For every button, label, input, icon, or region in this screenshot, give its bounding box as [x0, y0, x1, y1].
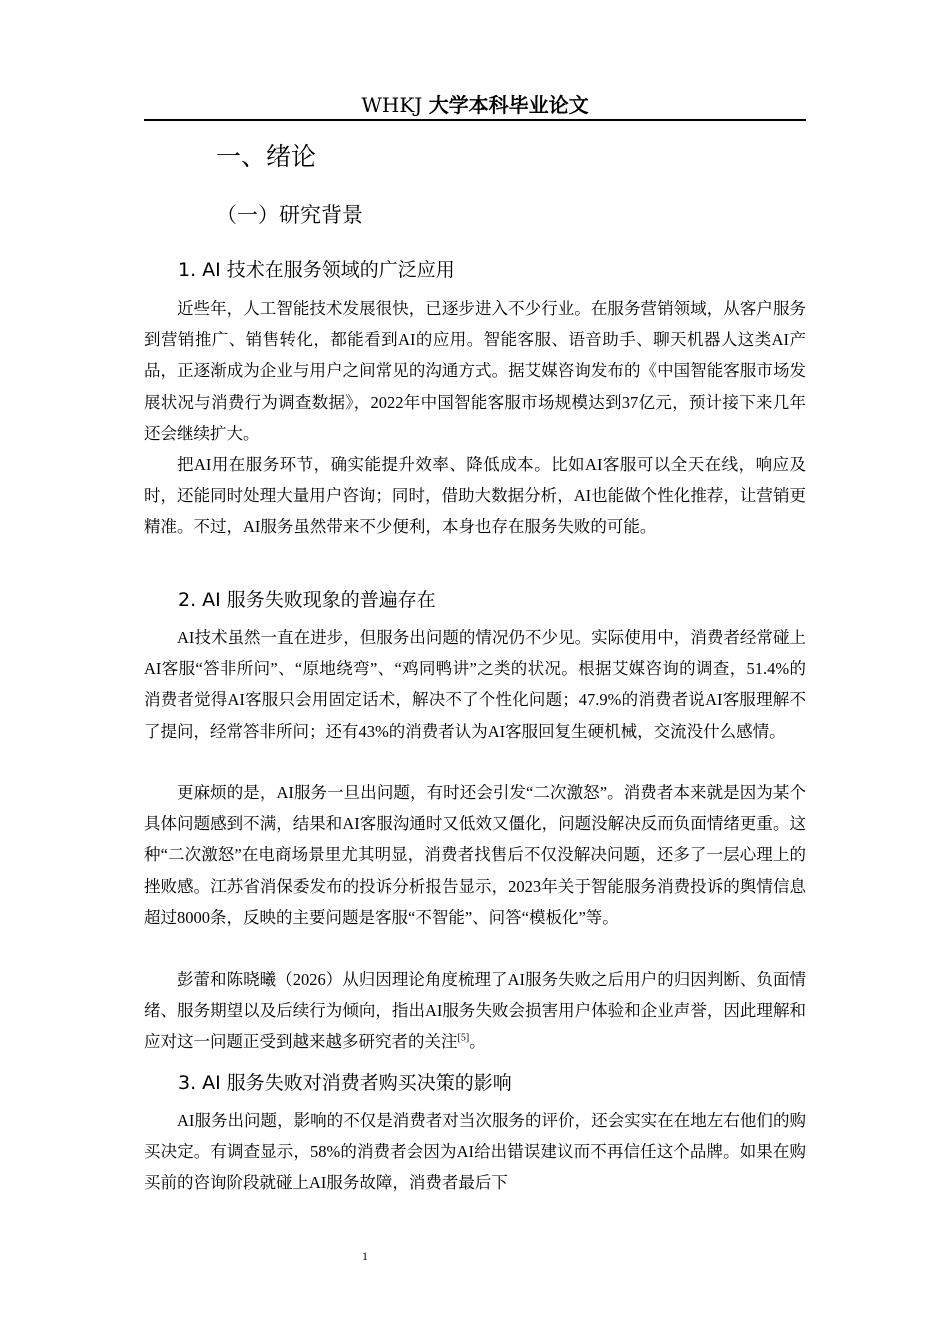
running-header — [144, 92, 806, 118]
section-title: （一）研究背景 — [216, 203, 363, 227]
subsection-heading-1: 1. AI 技术在服务领域的广泛应用 — [178, 259, 455, 281]
header-title: 大学本科毕业论文 — [428, 93, 589, 117]
paragraph: 近些年，人工智能技术发展很快，已逐步进入不少行业。在服务营销领域，从客户服务到营销推广、销售转化，都能看到AI的应用。智能客服、语音助手、聊天机器人这类AI产品，正逐渐成为企业与用户之间常见的沟通方式。据艾媒咨询发布的《中国智能客服市场发展状况与消费行为调查数据》，2022年中国智能客服市场规模达到37亿元，预计接下来几年还会继续扩大。 — [144, 299, 806, 443]
subsection-heading-2: 2. AI 服务失败现象的普遍存在 — [178, 589, 436, 611]
page-number: 1 — [362, 1249, 368, 1263]
paragraph: 更麻烦的是，AI服务一旦出问题，有时还会引发“二次激怒”。消费者本来就是因为某个具体问题感到不满，结果和AI客服沟通时又低效又僵化，问题没解决反而负面情绪更重。这种“二次激怒”在电商场景里尤其明显，消费者找售后不仅没解决问题，还多了一层心理上的挫败感。江苏省消保委发布的投诉分析报告显示，2023年关于智能服务消费投诉的舆情信息超过8000条，反映的主要问题是客服“不智能”、问答“模板化”等。 — [144, 783, 806, 927]
paragraph: 把AI用在服务环节，确实能提升效率、降低成本。比如AI客服可以全天在线，响应及时，还能同时处理大量用户咨询；同时，借助大数据分析，AI也能做个性化推荐，让营销更精准。不过，AI服务虽然带来不少便利，本身也存在服务失败的可能。 — [144, 455, 806, 537]
paragraph-text: 彭蕾和陈晓曦（2026）从归因理论角度梳理了AI服务失败之后用户的归因判断、负面情绪、服务期望以及后续行为倾向，指出AI服务失败会损害用户体验和企业声誉，因此理解和应对这一问题正受到越来越多研究者的关注 — [144, 970, 806, 1052]
paragraph — [144, 964, 806, 1058]
paragraph: AI技术虽然一直在进步，但服务出问题的情况仍不少见。实际使用中，消费者经常碰上AI客服“答非所问”、“原地绕弯”、“鸡同鸭讲”之类的状况。根据艾媒咨询的调查，51.4%的消费者觉得AI客服只会用固定话术，解决不了个性化问题；47.9%的消费者说AI客服理解不了提问，经常答非所问；还有43%的消费者认为AI客服回复生硬机械，交流没什么感情。 — [144, 628, 806, 741]
header-prefix: WHKJ — [361, 93, 423, 117]
paragraph-end-punct: 。 — [469, 1032, 486, 1052]
chapter-title: 一、绪论 — [216, 142, 317, 171]
subsection-heading-3: 3. AI 服务失败对消费者购买决策的影响 — [178, 1072, 512, 1094]
header-divider — [144, 119, 806, 121]
paragraph: AI服务出问题，影响的不仅是消费者对当次服务的评价，还会实实在在地左右他们的购买决定。有调查显示，58%的消费者会因为AI给出错误建议而不再信任这个品牌。如果在购买前的咨询阶段就碰上AI服务故障，消费者最后下 — [144, 1111, 806, 1193]
citation-marker: [5] — [457, 1032, 470, 1044]
